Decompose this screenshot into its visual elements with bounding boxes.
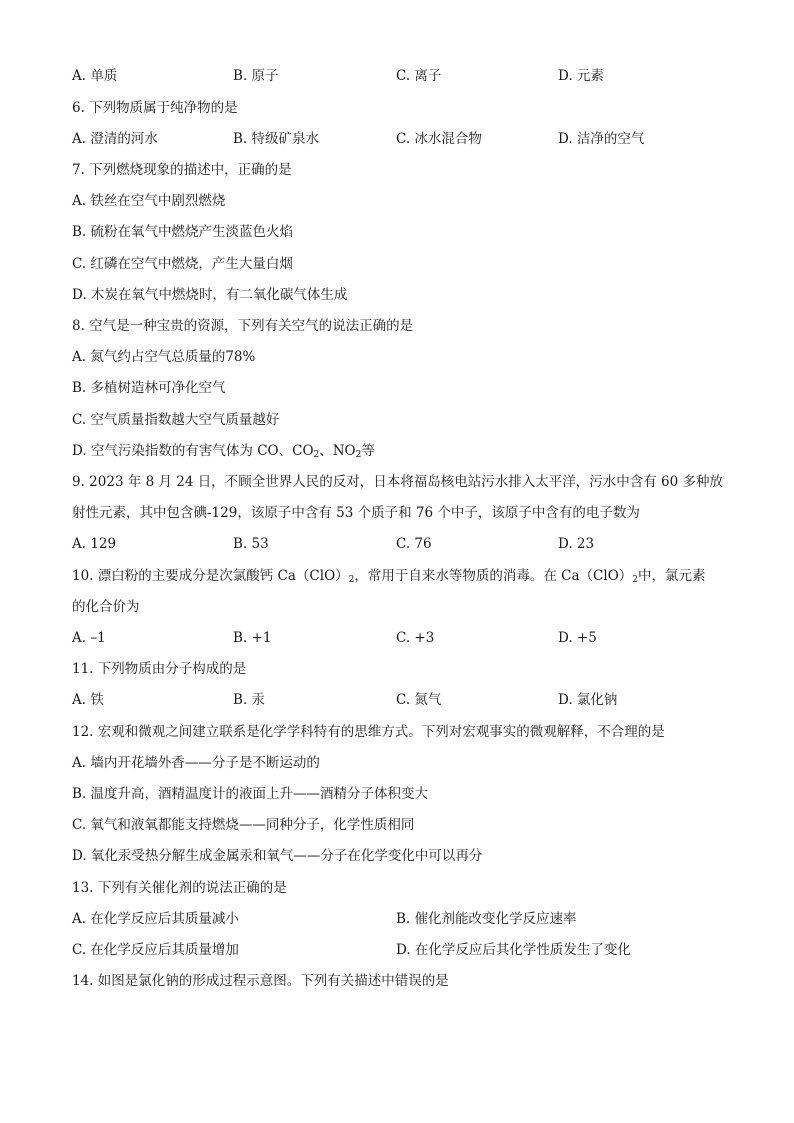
q5-option-c[interactable]: C. 离子 xyxy=(396,68,442,84)
q8-option-c[interactable]: C. 空气质量指数越大空气质量越好 xyxy=(72,412,280,428)
q8-option-d-sub2: 2 xyxy=(355,450,362,460)
q7-option-c[interactable]: C. 红磷在空气中燃烧，产生大量白烟 xyxy=(72,256,293,272)
q10-stem-line1 xyxy=(72,566,706,586)
q5-option-d[interactable]: D. 元素 xyxy=(558,68,604,84)
q8-option-a[interactable]: A. 氮气约占空气总质量的78% xyxy=(72,349,256,365)
q12-option-d[interactable]: D. 氧化汞受热分解生成金属汞和氧气——分子在化学变化中可以再分 xyxy=(72,848,483,864)
q9-option-a[interactable]: A. 129 xyxy=(72,536,117,552)
q7-option-a[interactable]: A. 铁丝在空气中剧烈燃烧 xyxy=(72,193,226,209)
q10-option-b[interactable]: B. +1 xyxy=(233,630,272,646)
q11-option-c[interactable]: C. 氮气 xyxy=(396,692,442,708)
q6-option-a[interactable]: A. 澄清的河水 xyxy=(72,131,158,147)
q10-options xyxy=(72,628,732,648)
q6-options xyxy=(72,129,732,149)
q8-option-d-prefix: D. 空气污染指数的有害气体为 CO、CO xyxy=(72,443,314,459)
q13-stem: 13. 下列有关催化剂的说法正确的是 xyxy=(72,880,287,896)
q12-stem: 12. 宏观和微观之间建立联系是化学学科特有的思维方式。下列对宏观事实的微观解释，不合理的是 xyxy=(72,724,665,740)
q7-option-d[interactable]: D. 木炭在氧气中燃烧时，有二氧化碳气体生成 xyxy=(72,287,348,303)
q11-stem: 11. 下列物质由分子构成的是 xyxy=(72,661,247,677)
q6-option-d[interactable]: D. 洁净的空气 xyxy=(558,131,645,147)
q10-option-a[interactable]: A. –1 xyxy=(72,630,106,646)
q10-stem-a: 10. 漂白粉的主要成分是次氯酸钙 Ca（ClO） xyxy=(72,568,349,584)
q5-option-b[interactable]: B. 原子 xyxy=(233,68,279,84)
q12-option-c[interactable]: C. 氧气和液氧都能支持燃烧——同种分子，化学性质相同 xyxy=(72,817,415,833)
q11-options xyxy=(72,690,732,710)
q14-stem: 14. 如图是氯化钠的形成过程示意图。下列有关描述中错误的是 xyxy=(72,973,449,989)
q11-option-b[interactable]: B. 汞 xyxy=(233,692,266,708)
q10-stem-line2: 的化合价为 xyxy=(72,599,140,615)
q11-option-d[interactable]: D. 氯化钠 xyxy=(558,692,618,708)
q13-options-row1 xyxy=(72,909,732,929)
q8-option-d-mid: 、NO xyxy=(319,443,356,459)
q9-stem-line1: 9. 2023 年 8 月 24 日，不顾全世界人民的反对，日本将福岛核电站污水排入太平洋，污水中含有 60 多种放 xyxy=(72,474,724,490)
q12-option-b[interactable]: B. 温度升高，酒精温度计的液面上升——酒精分子体积变大 xyxy=(72,786,429,802)
q8-stem: 8. 空气是一种宝贵的资源，下列有关空气的说法正确的是 xyxy=(72,318,414,334)
q7-option-b[interactable]: B. 硫粉在氧气中燃烧产生淡蓝色火焰 xyxy=(72,224,294,240)
q12-option-a[interactable]: A. 墙内开花墙外香——分子是不断运动的 xyxy=(72,755,320,771)
q9-option-b[interactable]: B. 53 xyxy=(233,536,269,552)
q6-option-b[interactable]: B. 特级矿泉水 xyxy=(233,131,320,147)
q6-option-c[interactable]: C. 冰水混合物 xyxy=(396,131,482,147)
q10-sub-b: 2 xyxy=(632,575,639,585)
q13-option-a[interactable]: A. 在化学反应后其质量减小 xyxy=(72,911,239,927)
q8-option-b[interactable]: B. 多植树造林可净化空气 xyxy=(72,380,226,396)
q9-option-d[interactable]: D. 23 xyxy=(558,536,595,552)
q10-sub-a: 2 xyxy=(348,575,355,585)
q13-option-c[interactable]: C. 在化学反应后其质量增加 xyxy=(72,942,239,958)
q9-option-c[interactable]: C. 76 xyxy=(396,536,432,552)
q10-stem-c: 中，氯元素 xyxy=(638,568,706,584)
q7-stem: 7. 下列燃烧现象的描述中，正确的是 xyxy=(72,162,292,178)
q5-option-a[interactable]: A. 单质 xyxy=(72,68,118,84)
q9-options xyxy=(72,534,732,554)
q13-options-row2 xyxy=(72,940,732,960)
q13-option-b[interactable]: B. 催化剂能改变化学反应速率 xyxy=(396,911,577,927)
q9-stem-line2: 射性元素，其中包含碘-129，该原子中含有 53 个质子和 76 个中子，该原子中含有的电子数为 xyxy=(72,505,640,521)
q6-stem: 6. 下列物质属于纯净物的是 xyxy=(72,100,238,116)
q10-option-c[interactable]: C. +3 xyxy=(396,630,435,646)
q8-option-d-suffix: 等 xyxy=(361,443,375,459)
q10-stem-b: ，常用于自来水等物质的消毒。在 Ca（ClO） xyxy=(354,568,633,584)
q10-option-d[interactable]: D. +5 xyxy=(558,630,597,646)
q11-option-a[interactable]: A. 铁 xyxy=(72,692,104,708)
q8-option-d[interactable] xyxy=(72,441,375,461)
q8-option-d-sub1: 2 xyxy=(313,450,320,460)
q13-option-d[interactable]: D. 在化学反应后其化学性质发生了变化 xyxy=(396,942,631,958)
q5-options xyxy=(72,66,732,86)
